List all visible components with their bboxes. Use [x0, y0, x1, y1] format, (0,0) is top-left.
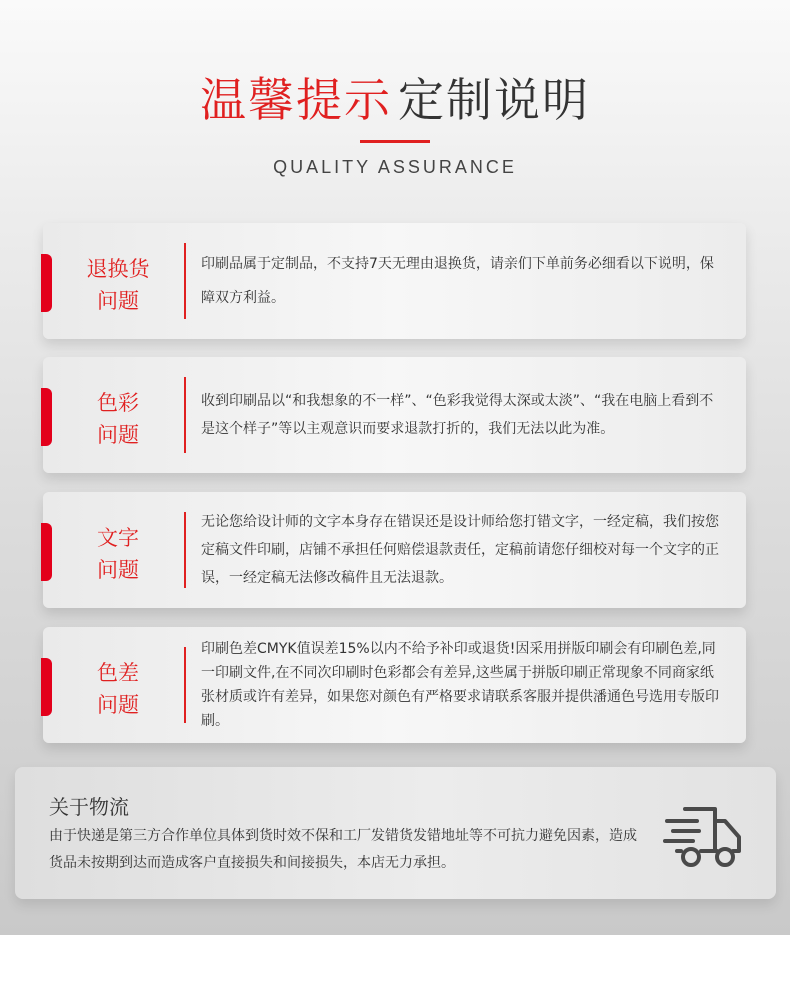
card-label: [83, 657, 153, 721]
logistics-text: 由于快递是第三方合作单位具体到货时效不保和工厂发错货发错地址等不可抗力避免因素，造成货品未按期到达而造成客户直接损失和间接损失，本店无力承担。: [49, 828, 637, 871]
notice-card-returns: [43, 223, 746, 339]
card-label-line1: 文字: [97, 526, 139, 550]
title-highlight: 温馨提示: [200, 73, 392, 127]
page-header: [0, 60, 790, 178]
card-accent-tab: [41, 254, 52, 312]
card-divider: [184, 243, 186, 319]
card-text-content: 无论您给设计师的文字本身存在错误还是设计师给您打错文字，一经定稿，我们按您定稿文件印刷，店铺不承担任何赔偿退款责任，定稿前请您仔细校对每一个文字的正误，一经定稿无法修改稿件且无法退款。: [201, 514, 719, 586]
card-text-content: 收到印刷品以“和我想象的不一样”、“色彩我觉得太深或太淡”、“我在电脑上看到不是这个样子”等以主观意识而要求退款打折的，我们无法以此为准。: [201, 393, 714, 437]
card-label-line1: 色彩: [97, 391, 139, 415]
page-title: [0, 60, 790, 140]
card-text: [201, 357, 726, 473]
card-label-line1: 退换货: [86, 257, 150, 281]
logistics-panel: [15, 767, 776, 899]
card-text-content: 印刷品属于定制品，不支持7天无理由退换货，请亲们下单前务必细看以下说明，保障双方利益。: [201, 256, 714, 306]
card-label-line2: 问题: [97, 289, 139, 313]
card-divider: [184, 512, 186, 588]
card-text-content: 印刷色差CMYK值误差15%以内不给予补印或退货!因采用拼版印刷会有印刷色差,同一印刷文件,在不同次印刷时色彩都会有差异,这些属于拼版印刷正常现象不同商家纸张材质或许有差异，如果您对颜色有严格要求请联系客服并提供潘通色号选用专版印刷。: [201, 641, 719, 729]
card-accent-tab: [41, 388, 52, 446]
title-underline: [360, 140, 430, 143]
page-subtitle: QUALITY ASSURANCE: [273, 157, 517, 177]
notice-card-color-difference: [43, 627, 746, 743]
card-label: [83, 387, 153, 451]
card-label-line2: 问题: [97, 558, 139, 582]
card-label-line1: 色差: [97, 661, 139, 685]
card-label-line2: 问题: [97, 423, 139, 447]
card-accent-tab: [41, 523, 52, 581]
card-text: [201, 223, 726, 339]
card-text: [201, 492, 726, 608]
card-accent-tab: [41, 658, 52, 716]
card-label: [83, 253, 153, 317]
title-main: 定制说明: [398, 73, 590, 127]
delivery-truck-icon: [663, 803, 743, 873]
card-text: [201, 627, 726, 743]
card-divider: [184, 647, 186, 723]
card-divider: [184, 377, 186, 453]
card-label-line2: 问题: [97, 693, 139, 717]
logistics-title: 关于物流: [49, 795, 129, 819]
card-label: [83, 522, 153, 586]
notice-card-text: [43, 492, 746, 608]
notice-card-color: [43, 357, 746, 473]
